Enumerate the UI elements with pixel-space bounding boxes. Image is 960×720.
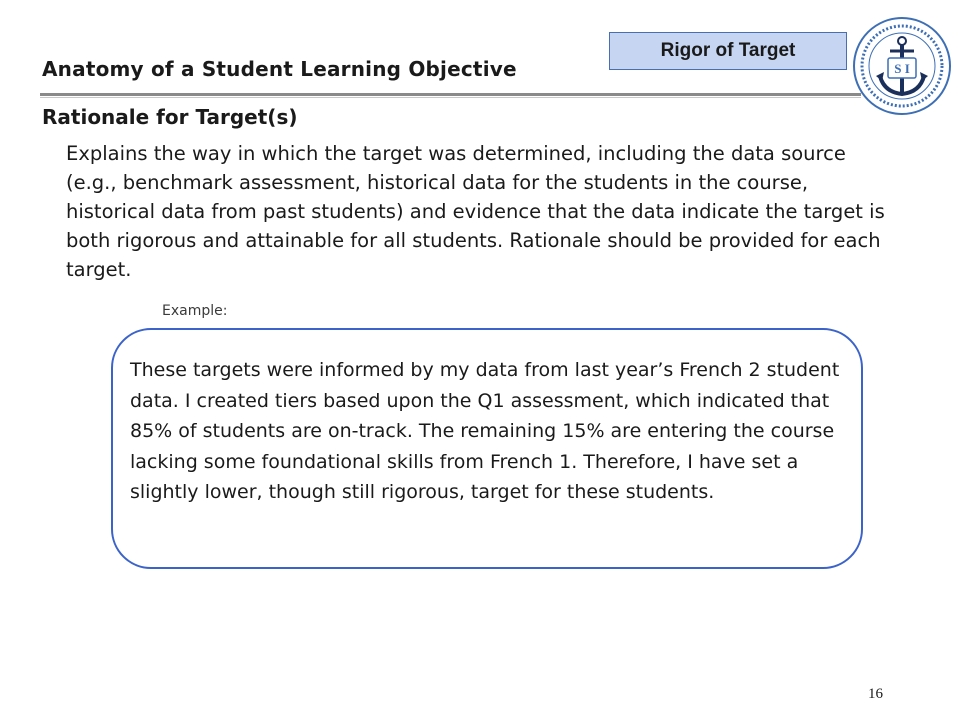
example-text: These targets were informed by my data from last year’s French 2 student data. I created tiers based upon the Q1 assessment, which indicated that 85% of students are on-track. The remaining 15% are entering the course lacking some foundational skills from French 1. Therefore, I have set a slightly lower, though still rigorous, target for these students. — [130, 359, 840, 503]
slide-title: Anatomy of a Student Learning Objective — [42, 57, 517, 81]
anchor-seal-icon — [850, 14, 955, 119]
header-divider — [40, 93, 861, 96]
seal-center-text: S I — [894, 61, 910, 76]
example-label: Example: — [162, 303, 228, 319]
rationale-description: Explains the way in which the target was determined, including the data source (e.g., benchmark assessment, historical data for the students in the course, historical data from past students) and evidence that the data indicate the target is both rigorous and attainable for all students. Rationale should be provided for each target. — [66, 142, 885, 281]
rigor-badge — [609, 32, 847, 70]
section-heading: Rationale for Target(s) — [42, 105, 298, 129]
rigor-badge-label: Rigor of Target — [660, 40, 796, 61]
header-divider-shadow — [40, 97, 861, 98]
page-number: 16 — [868, 686, 883, 702]
